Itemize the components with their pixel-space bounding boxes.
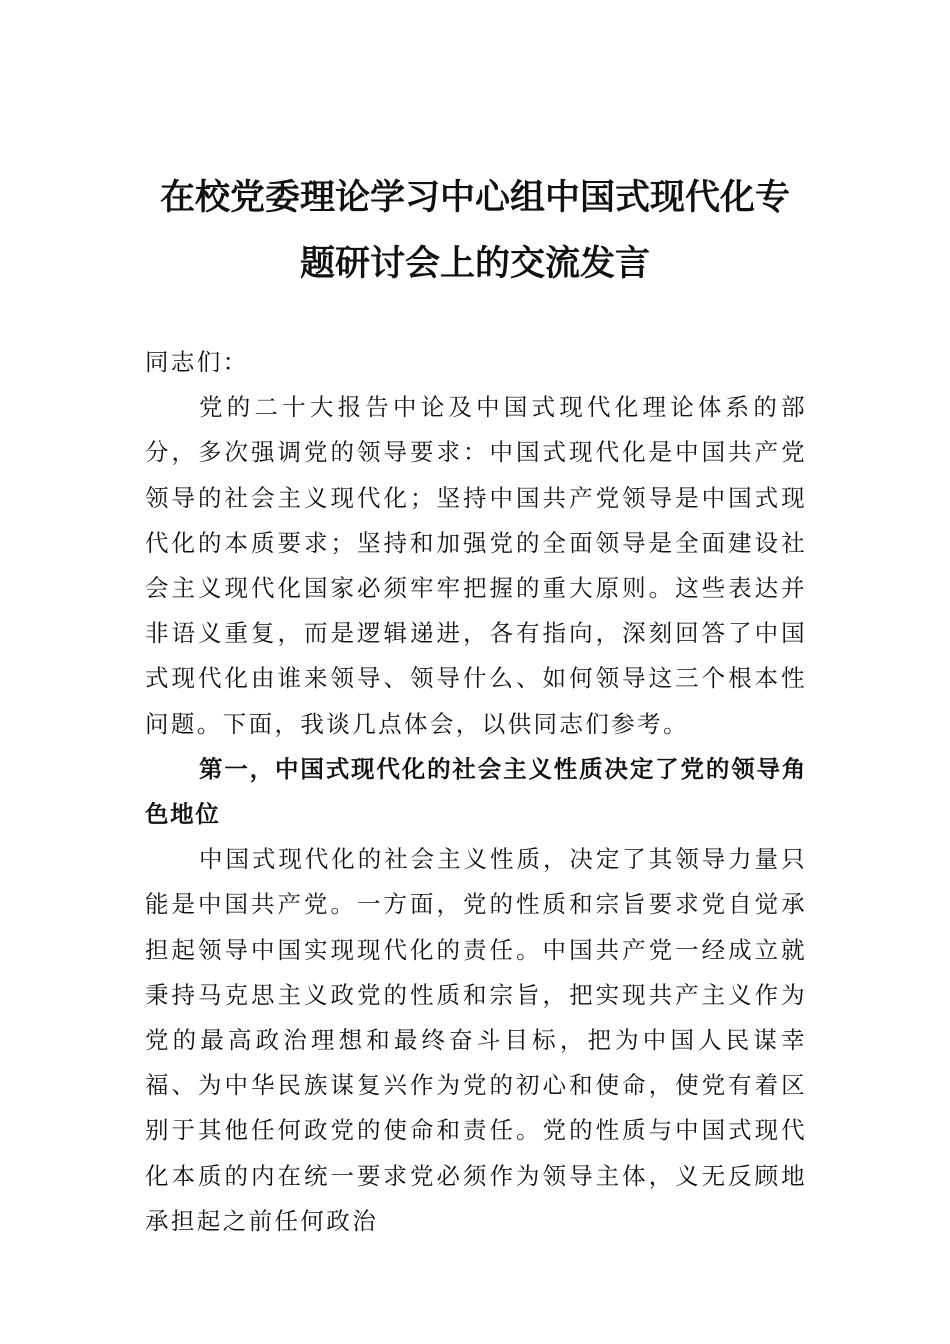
document-body — [145, 340, 807, 1244]
section-1-paragraph: 中国式现代化的社会主义性质，决定了其领导力量只能是中国共产党。一方面，党的性质和宗旨要求党自觉承担起领导中国实现现代化的责任。中国共产党一经成立就秉持马克思主义政党的性质和宗旨，把实现共产主义作为党的最高政治理想和最终奋斗目标，把为中国人民谋幸福、为中华民族谋复兴作为党的初心和使命，使党有着区别于其他任何政党的使命和责任。党的性质与中国式现代化本质的内在统一要求党必须作为领导主体，义无反顾地承担起之前任何政治 — [145, 845, 807, 1235]
section-heading-1: 第一，中国式现代化的社会主义性质决定了党的领导角色地位 — [145, 754, 807, 829]
document-title: 在校党委理论学习中心组中国式现代化专题研讨会上的交流发言 — [159, 177, 790, 284]
salutation: 同志们： — [145, 348, 249, 376]
intro-paragraph: 党的二十大报告中论及中国式现代化理论体系的部分，多次强调党的领导要求：中国式现代化是中国共产党领导的社会主义现代化；坚持中国共产党领导是中国式现代化的本质要求；坚持和加强党的全面领导是全面建设社会主义现代化国家必须牢牢把握的重大原则。这些表达并非语义重复，而是逻辑递进，各有指向，深刻回答了中国式现代化由谁来领导、领导什么、如何领导这三个根本性问题。下面，我谈几点体会，以供同志们参考。 — [145, 393, 807, 738]
